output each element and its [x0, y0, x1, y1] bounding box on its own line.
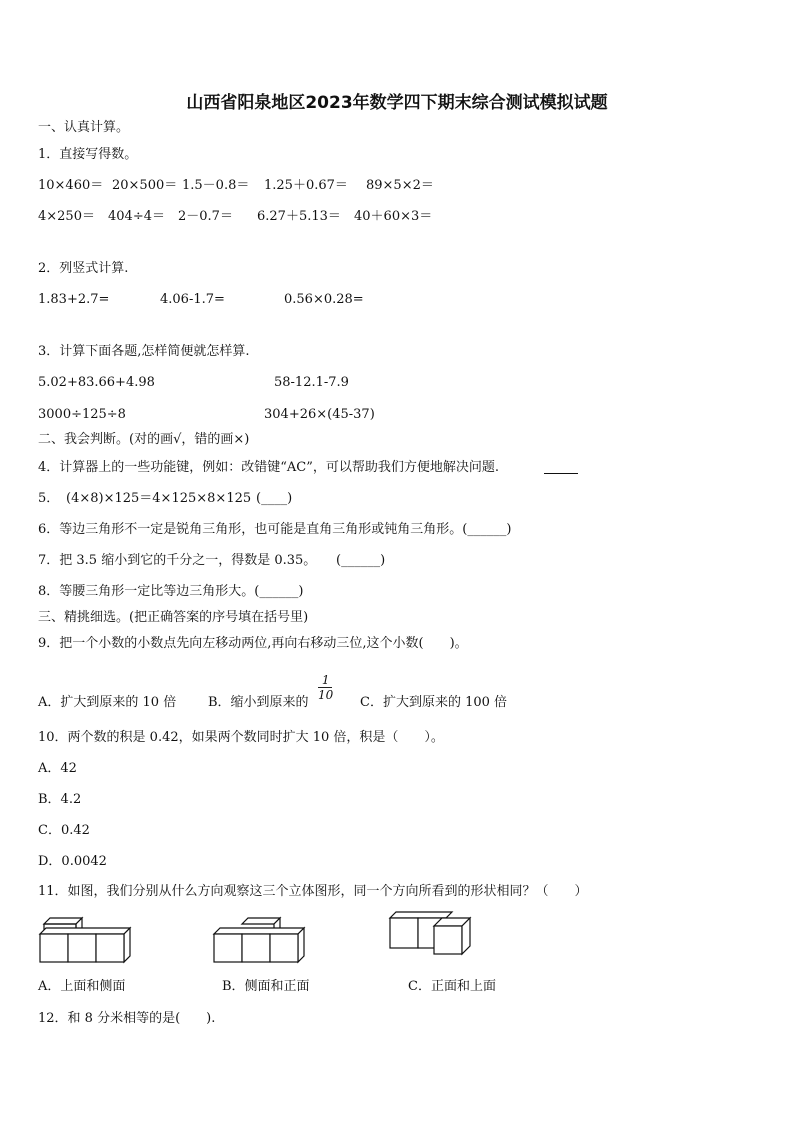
- q2-item: 0.56×0.28=: [284, 292, 364, 307]
- q4-text: 4．计算器上的一些功能键，例如：改错键“AC”，可以帮助我们方便地解决问题.: [38, 460, 500, 475]
- q9-option-b[interactable]: B．缩小到原来的: [208, 695, 309, 710]
- q11-option-a[interactable]: A．上面和侧面: [38, 979, 126, 994]
- q5-expression: (4×8)×125＝4×125×8×125: [66, 491, 252, 506]
- q2-item: 4.06-1.7=: [160, 292, 225, 307]
- q11-option-b[interactable]: B．侧面和正面: [222, 979, 310, 994]
- q8-text: 8．等腰三角形一定比等边三角形大。(______): [38, 584, 304, 599]
- q9-option-b-fraction: [318, 674, 333, 701]
- q1-row1-item: 20×500＝: [112, 178, 178, 193]
- section-1-heading: 一、认真计算。: [38, 120, 130, 135]
- q10-option-a[interactable]: A．42: [38, 761, 77, 776]
- q11-option-c[interactable]: C．正面和上面: [408, 979, 496, 994]
- q1-row2-item: 4×250＝: [38, 209, 95, 224]
- q5-answer-blank[interactable]: (____): [256, 491, 293, 506]
- q1-row2-item: 40＋60×3＝: [354, 209, 433, 224]
- q9-stem: 9．把一个小数的小数点先向左移动两位,再向右移动三位,这个小数( )。: [38, 636, 468, 651]
- q3-item: 304+26×(45-37): [264, 407, 375, 422]
- q3-item: 58-12.1-7.9: [274, 375, 349, 390]
- solid-figure-2: [210, 914, 306, 964]
- solid-figure-3: [388, 910, 474, 958]
- q1-row2-item: 6.27＋5.13＝: [257, 209, 341, 224]
- q9-option-c[interactable]: C．扩大到原来的 100 倍: [360, 695, 508, 710]
- q10-stem: 10．两个数的积是 0.42，如果两个数同时扩大 10 倍，积是（ ）。: [38, 730, 444, 745]
- section-2-heading: 二、我会判断。(对的画√，错的画×): [38, 432, 250, 447]
- q3-item: 3000÷125÷8: [38, 407, 126, 422]
- q3-item: 5.02+83.66+4.98: [38, 375, 155, 390]
- q2-item: 1.83+2.7=: [38, 292, 110, 307]
- fraction-denominator: 10: [318, 688, 334, 702]
- q1-row2-item: 2－0.7＝: [178, 209, 233, 224]
- q4-answer-blank[interactable]: [544, 473, 578, 474]
- q2-stem: 2．列竖式计算.: [38, 261, 129, 276]
- q7-text: 7．把 3.5 缩小到它的千分之一，得数是 0.35。: [38, 553, 317, 568]
- q1-stem: 1．直接写得数。: [38, 147, 138, 162]
- q1-row1-item: 1.5－0.8＝: [182, 178, 250, 193]
- q6-text: 6．等边三角形不一定是锐角三角形，也可能是直角三角形或钝角三角形。(______): [38, 522, 512, 537]
- fraction-numerator: 1: [321, 673, 330, 687]
- q11-stem: 11．如图，我们分别从什么方向观察这三个立体图形，同一个方向所看到的形状相同？（ ）: [38, 884, 588, 899]
- q7-answer-blank[interactable]: (______): [336, 553, 386, 568]
- section-3-heading: 三、精挑细选。(把正确答案的序号填在括号里): [38, 610, 309, 625]
- q10-option-b[interactable]: B．4.2: [38, 792, 82, 807]
- q5-number: 5．: [38, 491, 60, 506]
- q1-row1-item: 10×460＝: [38, 178, 104, 193]
- q1-row2-item: 404÷4＝: [108, 209, 165, 224]
- page-title: 山西省阳泉地区2023年数学四下期末综合测试模拟试题: [186, 93, 608, 113]
- q1-row1-item: 1.25＋0.67＝: [264, 178, 348, 193]
- q12-stem: 12．和 8 分米相等的是( ).: [38, 1011, 216, 1026]
- q1-row1-item: 89×5×2＝: [366, 178, 434, 193]
- solid-figure-1: [36, 914, 132, 964]
- q10-option-c[interactable]: C．0.42: [38, 823, 90, 838]
- q9-option-a[interactable]: A．扩大到原来的 10 倍: [38, 695, 177, 710]
- q3-stem: 3．计算下面各题,怎样简便就怎样算.: [38, 344, 250, 359]
- q10-option-d[interactable]: D．0.0042: [38, 854, 107, 869]
